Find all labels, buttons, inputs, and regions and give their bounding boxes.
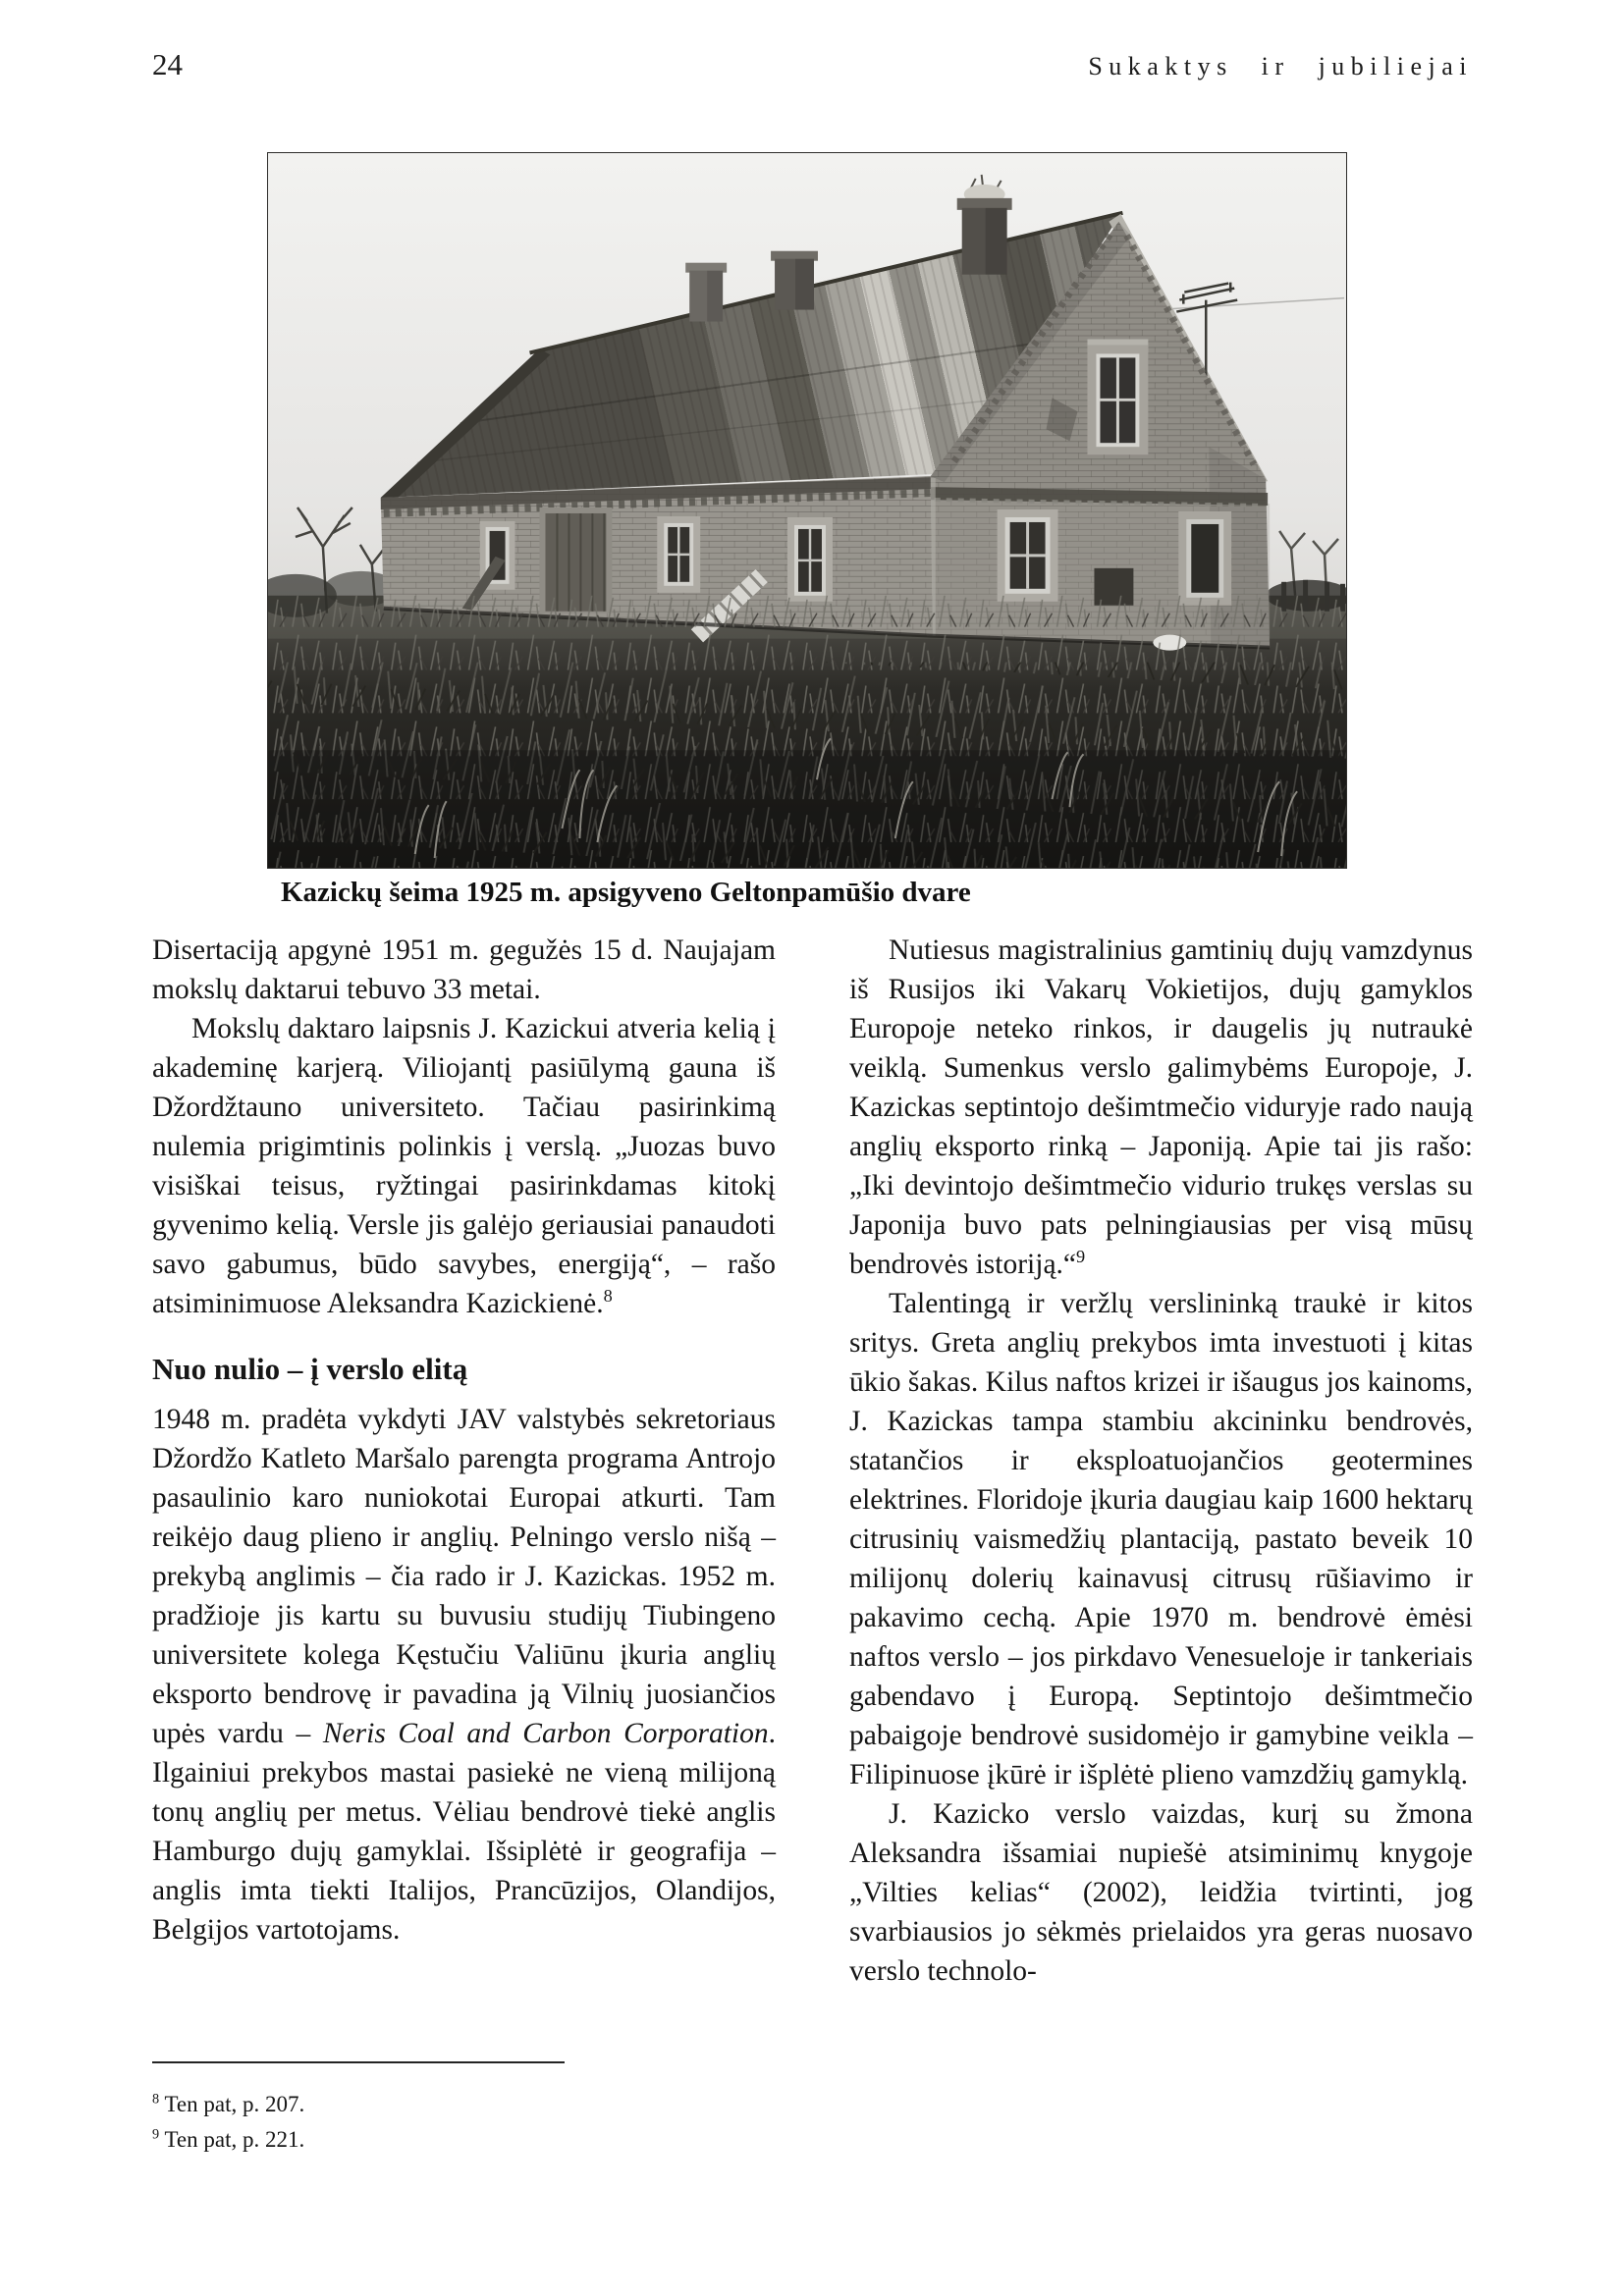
footnotes xyxy=(152,2087,781,2158)
photo-caption: Kazickų šeima 1925 m. apsigyveno Geltonpamūšio dvare xyxy=(281,877,971,908)
house-photo xyxy=(267,152,1347,869)
page-number: 24 xyxy=(152,47,183,81)
chimney-left xyxy=(685,263,727,322)
paragraph: Mokslų daktaro laipsnis J. Kazickui atveria kelią į akademinę karjerą. Viliojantį pasiūlymą gauna iš Džordžtauno universiteto. Tačiau pasirinkimą nulemia prigimtinis polinkis į verslą. „Juozas buvo visiškai teisus, ryžtingai pasirinkdamas kitokį gyvenimo kelią. Versle jis galėjo geriausiai panaudoti savo gabumus, būdo savybes, energiją“, – rašo atsiminimuose Aleksandra Kazickienė.$^8$ xyxy=(152,1013,776,1319)
paragraph: J. Kazicko verslo vaizdas, kurį su žmona Aleksandra išsamiai nupiešė atsiminimų knygoje „Vilties kelias“ (2002), leidžia tvirtinti, jog svarbiausios jo sėkmės prielaidos yra geras nuosavo verslo technolo- xyxy=(849,1798,1473,1987)
footnote: $^9$ Ten pat, p. 221. xyxy=(152,2126,305,2152)
front-window-2 xyxy=(657,516,700,593)
paragraph: Disertaciją apgynė 1951 m. gegužės 15 d. Naujajam mokslų daktarui tebuvo 33 metai. xyxy=(152,934,776,1005)
house-photo-illustration xyxy=(268,153,1346,868)
gable-window-1 xyxy=(998,509,1058,602)
footnote: $^8$ Ten pat, p. 207. xyxy=(152,2091,305,2116)
paragraph: Talentingą ir veržlų verslininką traukė ir kitos sritys. Greta anglių prekybos imta investuoti į kitas ūkio šakas. Kilus naftos krizei ir išaugus jos kainoms, J. Kazickas tampa stambiu akcininku bendrovės, statančios ir eksploatuojančios geotermines elektrines. Floridoje įkuria daugiau kaip 1600 hektarų citrusinių vaismedžių plantaciją, pastato beveik 10 milijonų dolerių kainavusį citrusų rūšiavimo ir pakavimo cechą. Apie 1970 m. bendrovė ėmėsi naftos verslo – jos pirkdavo Venesueloje ir tankeriais gabendavo į Europą. Septintojo dešimtmečio pabaigoje bendrovė susidomėjo ir gamybine veikla – Filipinuose įkūrė ir išplėtė plieno vamzdžių gamyklą. xyxy=(849,1288,1473,1790)
section-heading: Nuo nulio – į verslo elitą xyxy=(152,1352,468,1386)
gable-attic-window xyxy=(1087,339,1148,454)
chimney-middle xyxy=(771,251,818,310)
front-window-3 xyxy=(787,517,833,602)
left-column xyxy=(152,931,776,1949)
right-column xyxy=(849,931,1473,1991)
gable-window-2 xyxy=(1178,511,1231,606)
running-title: Sukaktys ir jubiliejai xyxy=(1088,52,1473,80)
footnote-separator xyxy=(152,2061,565,2063)
paragraph: Nutiesus magistralinius gamtinių dujų vamzdynus iš Rusijos iki Vakarų Vokietijos, dujų gamyklos Europoje neteko rinkos, ir daugelis jų nutraukė veiklą. Sumenkus verslo galimybėms Europoje, J. Kazickas septintojo dešimtmečio viduryje rado naują anglių eksporto rinką – Japoniją. Apie tai jis rašo: „Iki devintojo dešimtmečio vidurio trukęs verslas su Japonija buvo pats pelningiausias per visą mūsų bendrovės istoriją.“$^9$ xyxy=(849,934,1473,1280)
page-header xyxy=(152,47,1473,82)
paragraph: 1948 m. pradėta vykdyti JAV valstybės sekretoriaus Džordžo Katleto Maršalo parengta programa Antrojo pasaulinio karo nuniokotai Europai atkurti. Tam reikėjo daug plieno ir anglių. Pelningo verslo nišą – prekybą anglimis – čia rado ir J. Kazickas. 1952 m. pradžioje jis kartu su buvusiu studijų Tiubingeno universitete kolega Kęstučiu Valiūnu įkuria anglių eksporto bendrovę ir pavadina ją Vilnių juosiančios upės vardu – Neris Coal and Carbon Corporation. Ilgainiui prekybos mastai pasiekė ne vieną milijoną tonų anglių per metus. Vėliau bendrovė tiekė anglis Hamburgo dujų gamyklai. Išsiplėtė ir geografija – anglis imta tiekti Italijos, Prancūzijos, Olandijos, Belgijos vartotojams. xyxy=(152,1404,776,1946)
